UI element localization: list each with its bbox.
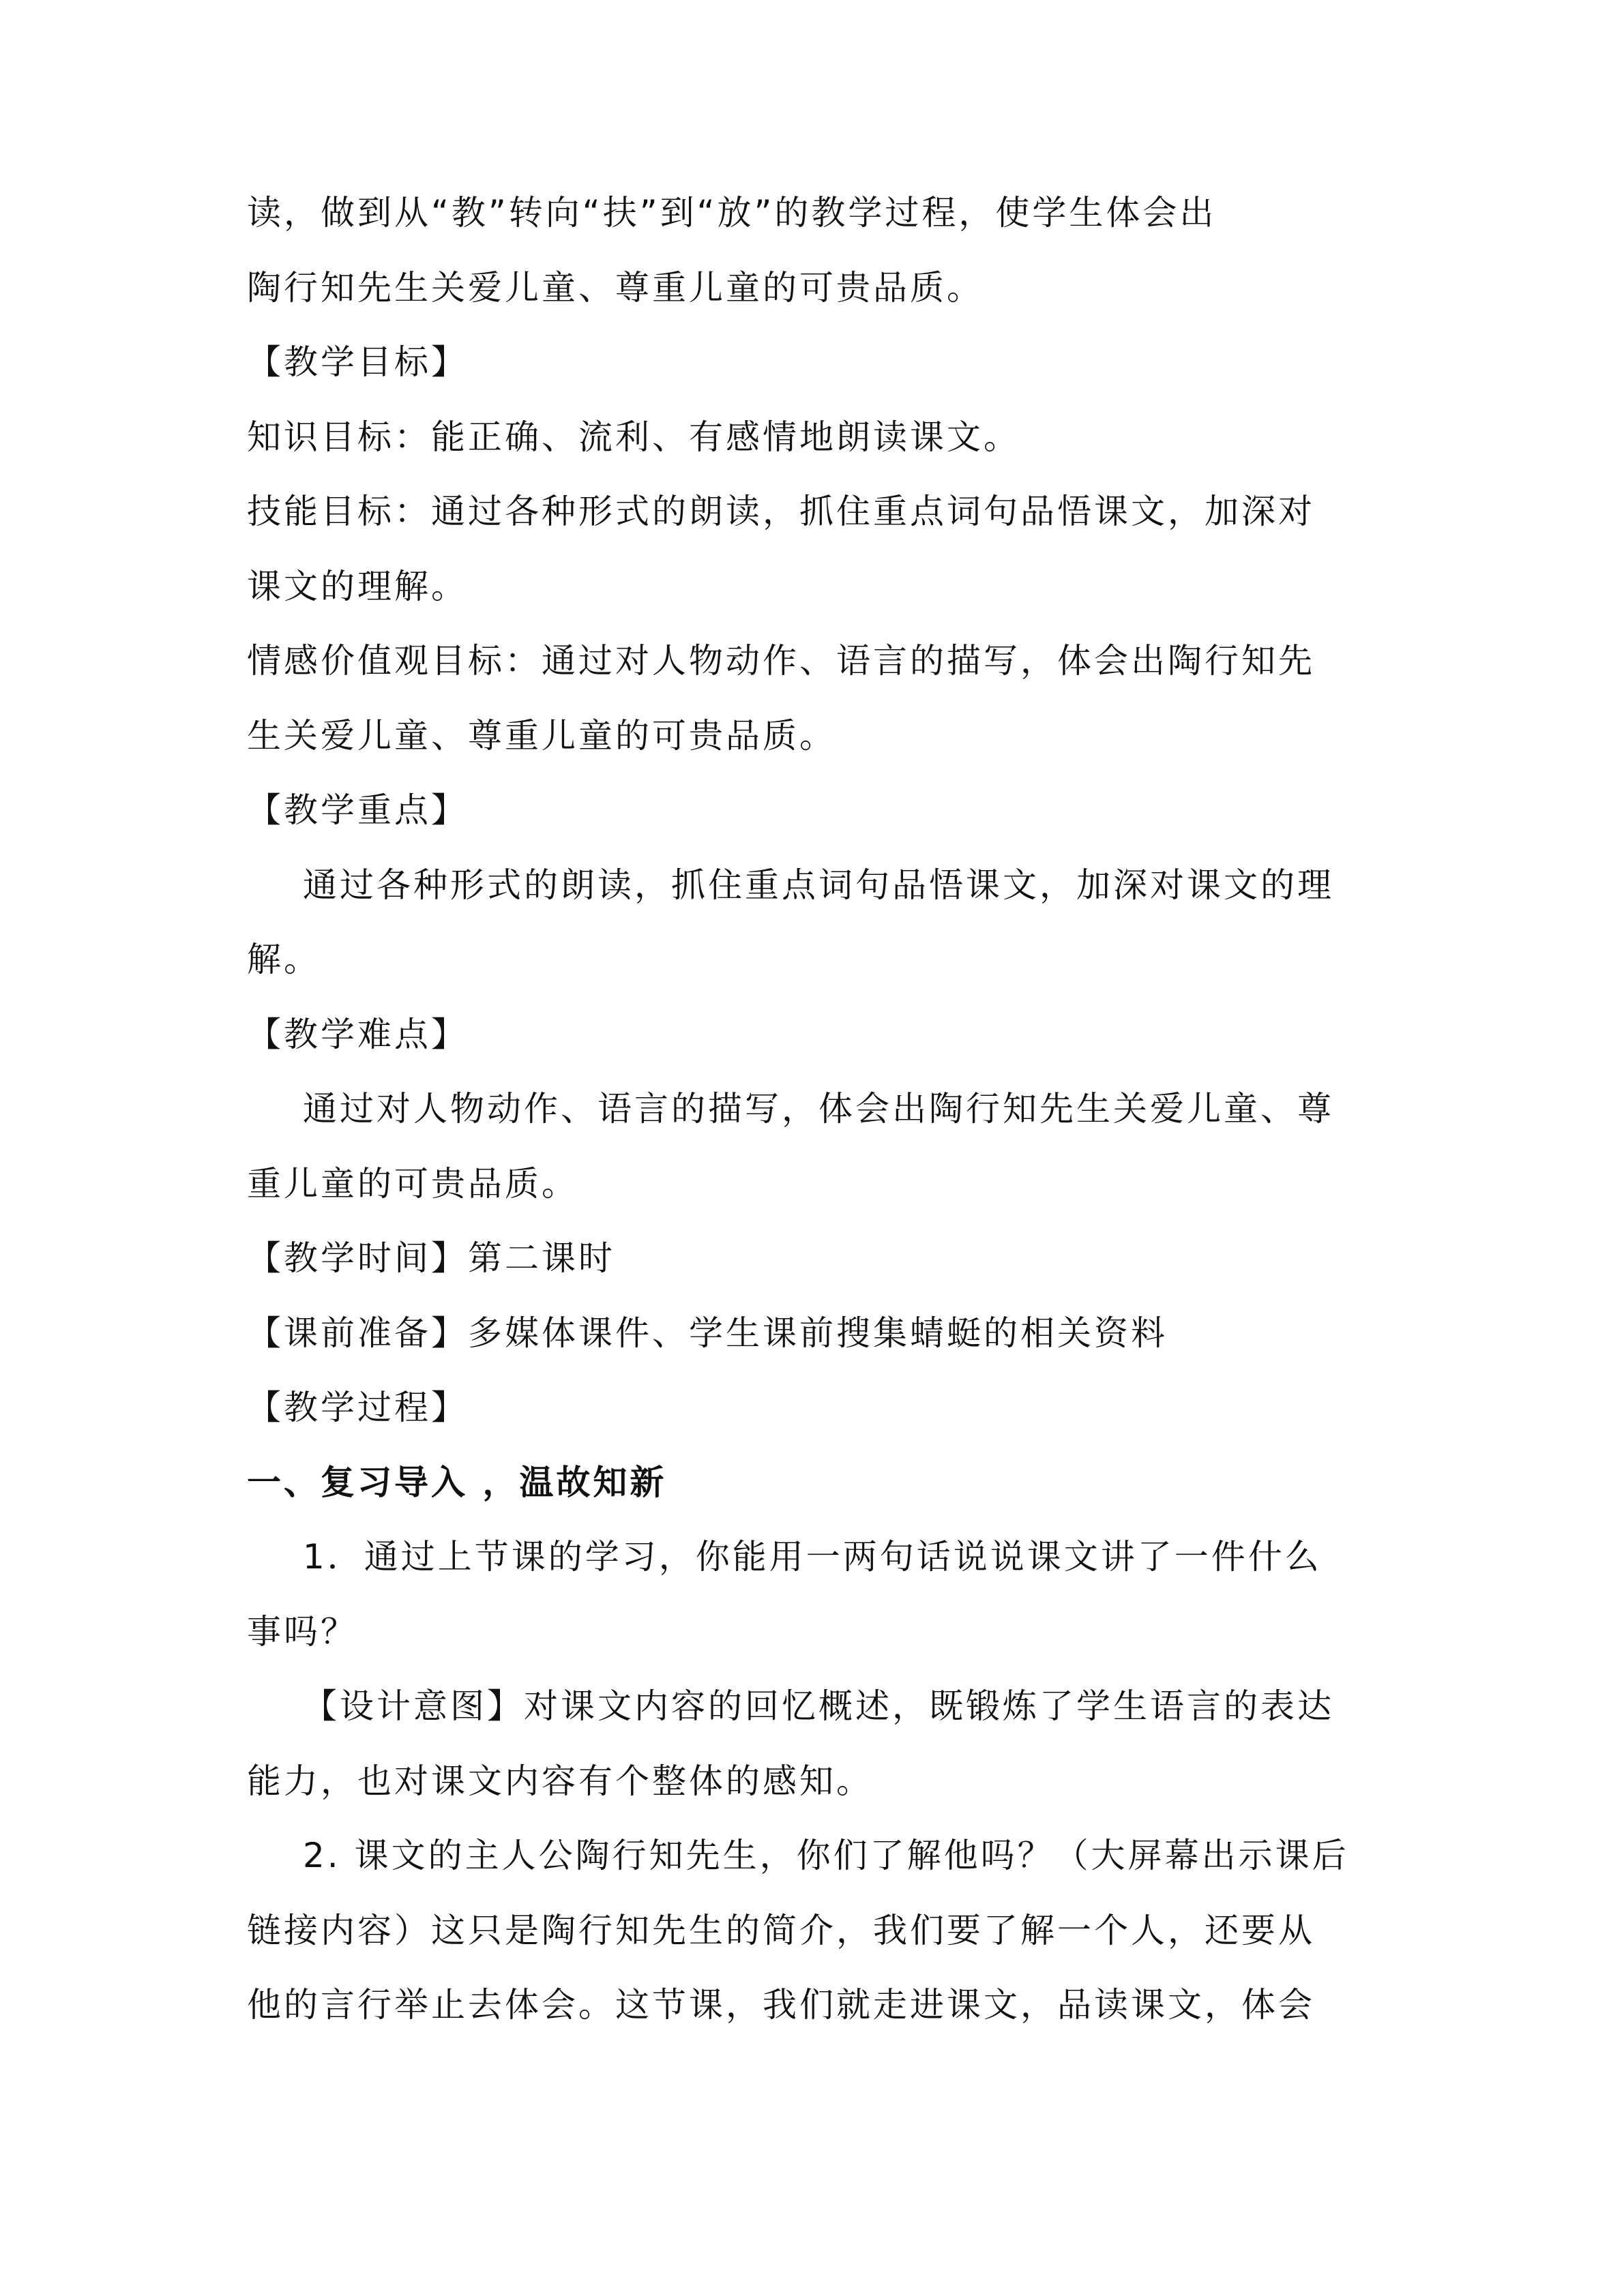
question-two-continued-2: 他的言行举止去体会。这节课，我们就走进课文，品读课文，体会	[247, 1985, 1315, 2025]
question-two: 2. 课文的主人公陶行知先生，你们了解他吗？（大屏幕出示课后	[303, 1836, 1349, 1875]
document-body	[247, 176, 1379, 2043]
question-one-continued: 事吗？	[247, 1611, 357, 1652]
knowledge-goal: 知识目标：能正确、流利、有感情地朗读课文。	[247, 417, 1020, 457]
section-heading-key-points: 【教学重点】	[247, 790, 468, 830]
design-intent-continued: 能力，也对课文内容有个整体的感知。	[247, 1761, 873, 1801]
section-heading-process: 【教学过程】	[247, 1388, 468, 1427]
teaching-time: 【教学时间】第二课时	[247, 1238, 615, 1278]
emotion-goal: 情感价值观目标：通过对人物动作、语言的描写，体会出陶行知先	[247, 641, 1315, 681]
skill-goal: 技能目标：通过各种形式的朗读，抓住重点词句品悟课文，加深对	[247, 492, 1315, 531]
step-one-heading: 一、复习导入 ，温故知新	[247, 1462, 667, 1502]
question-two-continued: 链接内容）这只是陶行知先生的简介，我们要了解一个人，还要从	[247, 1910, 1315, 1950]
section-heading-difficulties: 【教学难点】	[247, 1014, 468, 1054]
difficulties-text-continued: 重儿童的可贵品质。	[247, 1163, 578, 1204]
difficulties-text: 通过对人物动作、语言的描写，体会出陶行知先生关爱儿童、尊	[303, 1089, 1334, 1129]
section-heading-teaching-goals: 【教学目标】	[247, 342, 468, 382]
key-points-text: 通过各种形式的朗读，抓住重点词句品悟课文，加深对课文的理	[303, 865, 1334, 905]
paragraph-line: 陶行知先生关爱儿童、尊重儿童的可贵品质。	[247, 267, 984, 308]
skill-goal-continued: 课文的理解。	[247, 566, 468, 606]
design-intent: 【设计意图】对课文内容的回忆概述，既锻炼了学生语言的表达	[303, 1686, 1334, 1726]
emotion-goal-continued: 生关爱儿童、尊重儿童的可贵品质。	[247, 715, 836, 756]
paragraph-line: 读，做到从“教”转向“扶”到“放”的教学过程，使学生体会出	[247, 193, 1217, 233]
key-points-text-continued: 解。	[247, 940, 321, 979]
question-one: 1．通过上节课的学习，你能用一两句话说说课文讲了一件什么	[303, 1537, 1322, 1577]
preparation: 【课前准备】多媒体课件、学生课前搜集蜻蜓的相关资料	[247, 1313, 1168, 1353]
